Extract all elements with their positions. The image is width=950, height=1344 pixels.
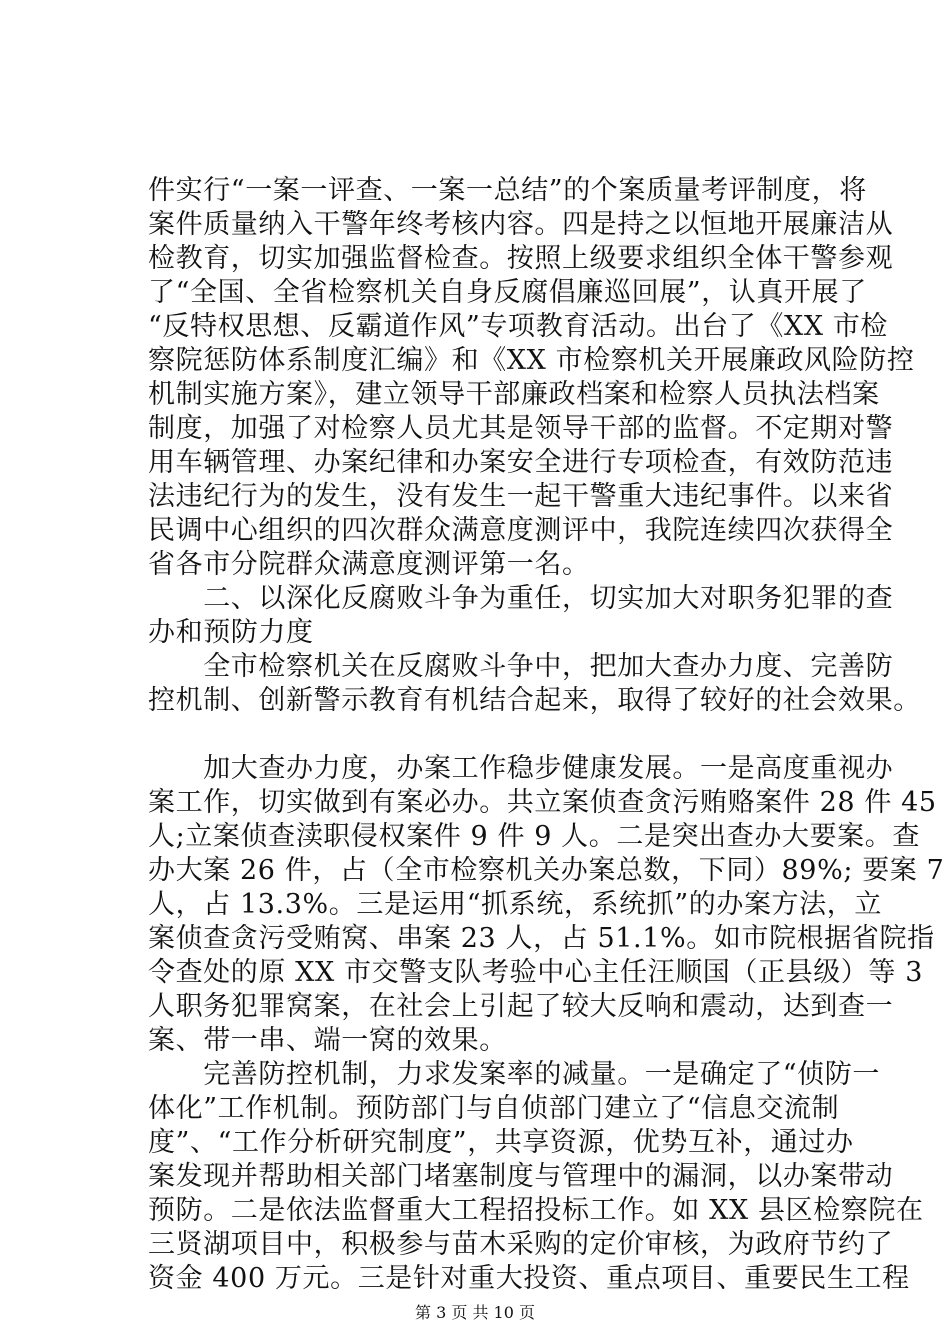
text-line: 预防。二是依法监督重大工程招投标工作。如 XX 县区检察院在 xyxy=(148,1195,924,1226)
text-line: 人职务犯罪窝案，在社会上引起了较大反响和震动，达到查一 xyxy=(148,991,894,1022)
text-line: 完善防控机制，力求发案率的减量。一是确定了“侦防一 xyxy=(148,1059,881,1090)
text-line: 办大案 26 件，占（全市检察机关办案总数，下同）89%; 要案 7 xyxy=(148,855,945,886)
text-line: 用车辆管理、办案纪律和办案安全进行专项检查，有效防范违 xyxy=(148,447,894,478)
text-line: 案工作，切实做到有案必办。共立案侦查贪污贿赂案件 28 件 45 xyxy=(148,787,937,818)
text-line: 体化”工作机制。预防部门与自侦部门建立了“信息交流制 xyxy=(148,1093,840,1124)
text-line: 了“全国、全省检察机关自身反腐倡廉巡回展”，认真开展了 xyxy=(148,277,867,308)
text-line: 机制实施方案》，建立领导干部廉政档案和检察人员执法档案 xyxy=(148,379,880,410)
text-line: 案发现并帮助相关部门堵塞制度与管理中的漏洞，以办案带动 xyxy=(148,1161,894,1192)
text-line: 三贤湖项目中，积极参与苗木采购的定价审核，为政府节约了 xyxy=(148,1229,894,1260)
text-line: 制度，加强了对检察人员尤其是领导干部的监督。不定期对警 xyxy=(148,413,894,444)
text-line: 控机制、创新警示教育有机结合起来，取得了较好的社会效果。 xyxy=(148,685,921,716)
text-line: 检教育，切实加强监督检查。按照上级要求组织全体干警参观 xyxy=(148,243,894,274)
text-line: 件实行“一案一评查、一案一总结”的个案质量考评制度，将 xyxy=(148,175,867,206)
section-heading-line: 办和预防力度 xyxy=(148,617,314,648)
text-line: 资金 400 万元。三是针对重大投资、重点项目、重要民生工程 xyxy=(148,1263,910,1294)
text-line: 度”、“工作分析研究制度”，共享资源，优势互补，通过办 xyxy=(148,1127,854,1158)
text-line: 全市检察机关在反腐败斗争中，把加大查办力度、完善防 xyxy=(148,651,894,682)
text-line: 案件质量纳入干警年终考核内容。四是持之以恒地开展廉洁从 xyxy=(148,209,894,240)
text-line: 令查处的原 XX 市交警支队考验中心主任汪顺国（正县级）等 3 xyxy=(148,957,923,988)
text-line: 省各市分院群众满意度测评第一名。 xyxy=(148,549,590,580)
page-number-footer: 第 3 页 共 10 页 xyxy=(415,1303,535,1322)
text-line: 法违纪行为的发生，没有发生一起干警重大违纪事件。以来省 xyxy=(148,481,894,512)
text-line: 加大查办力度，办案工作稳步健康发展。一是高度重视办 xyxy=(148,753,894,784)
text-line: 案侦查贪污受贿窝、串案 23 人，占 51.1%。如市院根据省院指 xyxy=(148,923,935,954)
text-line: 民调中心组织的四次群众满意度测评中，我院连续四次获得全 xyxy=(148,515,894,546)
text-line: 人;立案侦查渎职侵权案件 9 件 9 人。二是突出查办大要案。查 xyxy=(148,821,920,852)
section-heading-line: 二、以深化反腐败斗争为重任，切实加大对职务犯罪的查 xyxy=(148,583,894,614)
text-line: 察院惩防体系制度汇编》和《XX 市检察机关开展廉政风险防控 xyxy=(148,345,915,376)
text-line: 案、带一串、端一窝的效果。 xyxy=(148,1025,507,1056)
text-line: “反特权思想、反霸道作风”专项教育活动。出台了《XX 市检 xyxy=(148,311,889,342)
text-line: 人，占 13.3%。三是运用“抓系统，系统抓”的办案方法，立 xyxy=(148,889,882,920)
